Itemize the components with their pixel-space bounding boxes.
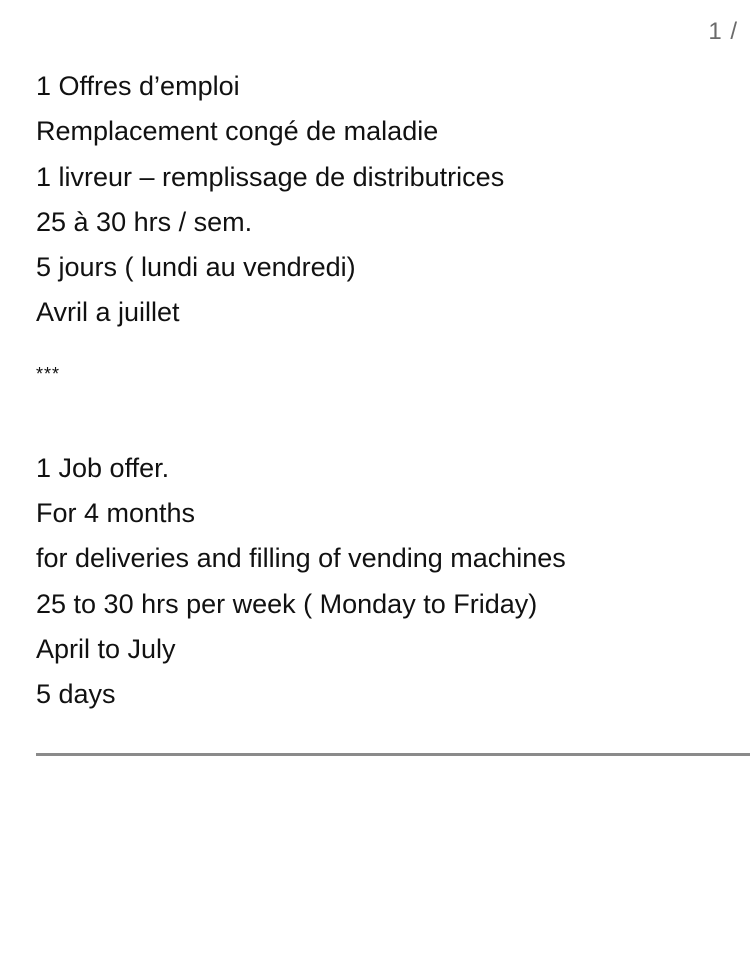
english-line: April to July <box>36 633 176 664</box>
french-line: Remplacement congé de maladie <box>36 116 439 147</box>
french-line: Avril a juillet <box>36 297 180 328</box>
document-body <box>36 64 736 718</box>
spacer <box>36 384 736 446</box>
english-line: 5 days <box>36 679 116 710</box>
page-counter: 1 / <box>708 18 738 45</box>
english-line: 1 Job offer. <box>36 452 170 483</box>
french-line: 5 jours ( lundi au vendredi) <box>36 252 356 283</box>
english-job-offer <box>36 446 736 718</box>
horizontal-divider <box>36 753 750 756</box>
english-line: for deliveries and filling of vending machines <box>36 543 566 574</box>
english-line: For 4 months <box>36 498 196 529</box>
french-line: 1 Offres d’emploi <box>36 71 240 101</box>
french-job-offer <box>36 64 736 336</box>
english-line: 25 to 30 hrs per week ( Monday to Friday) <box>36 588 538 619</box>
french-line: 1 livreur – remplissage de distributrices <box>36 161 505 192</box>
section-separator: *** <box>36 363 61 384</box>
french-line: 25 à 30 hrs / sem. <box>36 206 253 237</box>
